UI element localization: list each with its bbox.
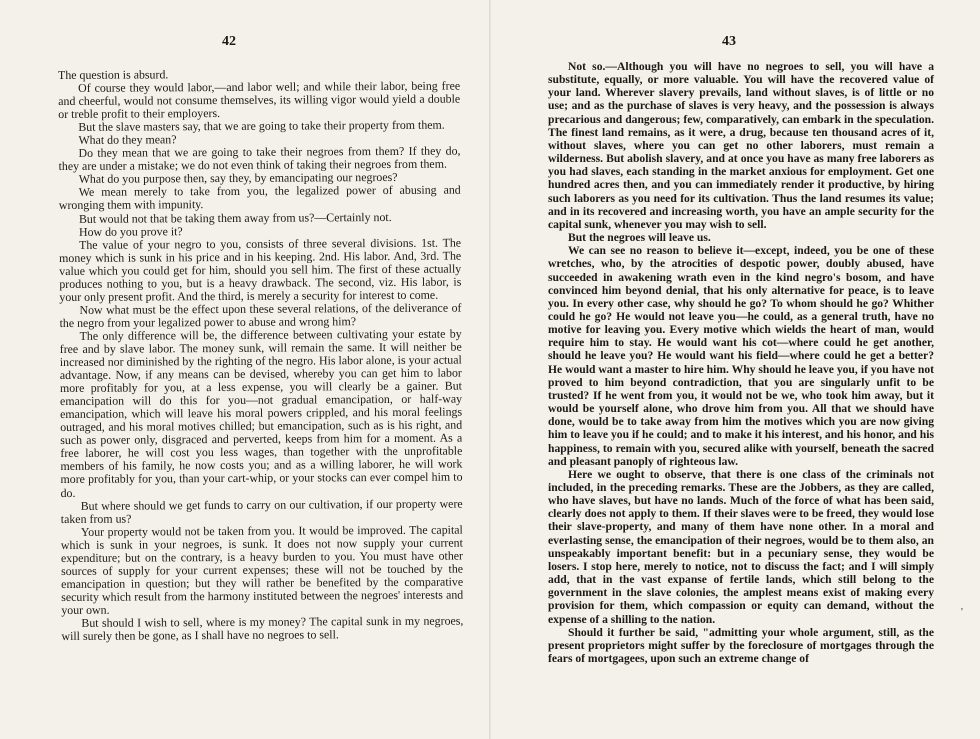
paragraph: But where should we get funds to carry on our cultivation, if our property were taken from us?	[60, 496, 463, 526]
paragraph: How do you prove it?	[78, 223, 183, 239]
paragraph: Now what must be the effect upon these several relations, of the deliverance of the negro from your legalized power to abuse and wrong him?	[59, 300, 462, 330]
paragraph: Your property would not be taken from you. It would be improved. The capital which is sunk in your negroes, is sunk. It does not now supply your current expenditure; but on the contrary, is a heavy burden to you. You must have other sources of supply for your current expenses; these will not be touched by the emancipation in question; but they will rather be benefited by the comparative security which result from the harmony instituted between the negroes' interests and your own.	[60, 522, 464, 617]
paragraph: The only difference will be, the difference between cultivating your estate by free and by slave labor. The money sunk, will remain the same. It will neither be increased nor diminished by the righting of the negro. His labor alone, is your actual advantage. Now, if any means can be devised, whereby you can get him to labor more profitably for you, at a less expense, you will clearly be a gainer. But emancipation will do this for you—not gradual emancipation, or half-way emancipation, which will leave his moral powers crippled, and his moral feelings outraged, and his moral motives chilled; but emancipation, such as is his right, and such as power only, disgraced and perverted, keeps from him for a moment. As a free laborer, he will cost you less wages, than together with the unprofitable members of his family, he now costs you; and as a willing laborer, he will work more profitably for you, than your cart-whip, or your stocks can ever compel him to do.	[59, 326, 463, 500]
paragraph: We mean merely to take from you, the legalized power of abusing and wronging them with impunity.	[58, 182, 461, 213]
right-page	[490, 0, 980, 739]
paragraph: But the slave masters say, that we are going to take their property from them.	[78, 117, 445, 135]
page-number-right: 43	[722, 34, 736, 49]
paragraph: Should it further be said, "admitting your whole argument, still, as the present proprietors might suffer by the foreclosure of mortgages through the fears of mortgagees, upon such an extreme change of	[548, 625, 934, 666]
paragraph: But should I wish to sell, where is my money? The capital sunk in my negroes, will surely then be gone, as I shall have no negroes to sell.	[61, 613, 464, 644]
paragraph: Of course they would labor,—and labor well; and while their labor, being free and cheerful, would not consume themselves, its willing vigor would yield a double or treble profit to their employers.	[58, 78, 461, 122]
paragraph: The question is absurd.	[57, 67, 169, 82]
right-page-text	[548, 60, 934, 665]
paragraph: But the negroes will leave us.	[568, 231, 711, 245]
paragraph: We can see no reason to believe it—except, indeed, you be one of these wretches, who, by the atrocities of despotic power, doubly abused, have succeeded in awakening wrath even in the kind negro's bosom, and have convinced him beyond denial, that his only alternative for peace, is to leave you. In every other case, why should he go? To whom should he go? Whither could he go? He would not leave you—he could, as a general truth, have no motive for leaving you. Every motive which wields the heart of man, would require him to stay. He would want his cot—where could he get another, should he leave you? He would want his field—where could he get a better? He would want a master to hire him. Why should he leave you, if you have not proved to him beyond contradiction, that you are singularly unfit to be trusted? If he went from you, it would not be we, who took him away, but it would be yourself alone, who drove him from you. All that we should have done, would be to take away from him the motives which you are now giving him to leave you if he could; and to make it his interest, and his honor, and his happiness, to remain with you, secured alike with yourself, beneath the sacred and pleasant panoply of righteous law.	[548, 244, 934, 468]
paragraph: What do you purpose then, say they, by emancipating our negroes?	[78, 170, 398, 187]
paragraph: The value of your negro to you, consists of three several divisions. 1st. The money which is sunk in his price and in his keeping. 2nd. His labor. And, 3rd. The value which you could get for him, should you sell him. The first of these actually produces nothing to you, but is a heavy drawback. The second, viz. His labor, is your only present profit. And the third, is merely a security for interest to come.	[59, 235, 462, 304]
paragraph: What do they mean?	[78, 132, 177, 148]
left-page-text	[58, 67, 463, 644]
paragraph: Not so.—Although you will have no negroes to sell, you will have a substitute, equally, or more valuable. You will have the recovered value of your land. Wherever slavery prevails, land without slaves, is of little or no use; and as the purchase of slaves is very heavy, and the possession is always precarious and dangerous; few, comparatively, can embark in the speculation. The finest land remains, as it were, a drug, because ten thousand acres of it, without slaves, where you can get no other laborers, must remain a wilderness. But abolish slavery, and at once you have as many free laborers as you had slaves, each standing in the market anxious for employment. Get one hundred acres then, and you can immediately render it productive, by hiring such laborers as you need for its cultivation. Thus the land resumes its value; and in its recovered and increasing worth, you have an ample security for the capital sunk, whenever you may wish to sell.	[548, 60, 934, 231]
paragraph: But would not that be taking them away from us?—Certainly not.	[78, 209, 392, 226]
paragraph: Do they mean that we are going to take their negroes from them? If they do, they are under a mistake; we do not even think of taking their negroes from them.	[58, 143, 461, 174]
paragraph: Here we ought to observe, that there is one class of the criminals not included, in the preceding remarks. These are the Jobbers, as they are called, who have slaves, but have no lands. Much of the force of what has been said, clearly does not apply to them. If their slaves were to be freed, they would lose their slave-property, and many of them have none other. In a moral and everlasting sense, the emancipation of their negroes, would be to them also, an unspeakably important benefit: but in a pecuniary sense, they would be losers. I stop here, merely to notice, not to discuss the fact; and I will simply add, that in the vast expanse of fertile lands, which still belong to the government in the slave colonies, the amplest means exist of making every provision for them, which compassion or equity can demand, without the expense of a shilling to the nation.	[548, 467, 934, 626]
margin-mark: ’	[960, 606, 964, 618]
page-number-left: 42	[222, 34, 236, 49]
